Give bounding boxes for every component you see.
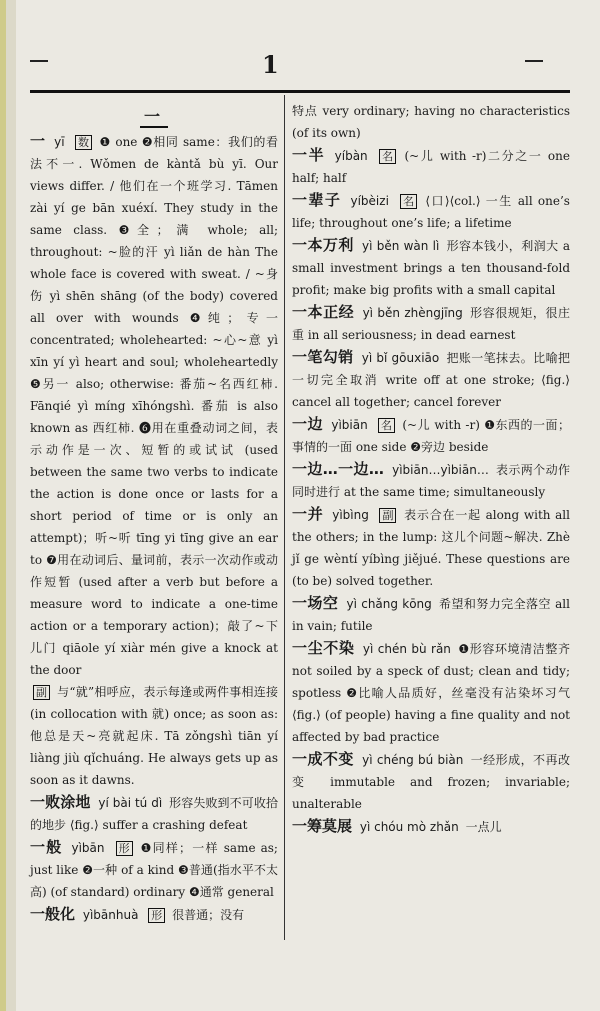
dictionary-entry — [292, 234, 570, 301]
entry-definition: 形容很规矩，很庄重 in all seriousness; in dead earnest — [292, 306, 570, 342]
dictionary-entry — [30, 681, 278, 791]
entry-pos-box: 副 — [33, 685, 50, 700]
entry-definition: 一经形成，不再改变 immutable and frozen; invariable; unalterable — [292, 753, 570, 811]
header-right-dash — [525, 60, 543, 62]
entry-headword: 一本万利 — [292, 236, 354, 254]
right-entry-list — [292, 100, 570, 838]
dictionary-entry — [292, 503, 570, 592]
column-divider — [284, 95, 285, 940]
dictionary-entry — [30, 903, 278, 926]
dictionary-entry — [292, 301, 570, 346]
entry-pinyin: yì bǐ gōuxiāo — [361, 351, 440, 365]
right-column — [292, 100, 570, 838]
entry-headword: 一边 — [292, 415, 324, 433]
entry-pinyin: yíbèizi — [350, 194, 389, 208]
dictionary-entry — [292, 100, 570, 144]
entry-definition: 一点儿 — [465, 820, 502, 834]
entry-headword: 一本正经 — [292, 303, 355, 321]
dictionary-entry — [292, 815, 570, 838]
entry-pos-box: 数 — [75, 135, 92, 150]
dictionary-entry — [292, 189, 570, 234]
page-gutter — [6, 0, 16, 1011]
entry-definition: 表示合在一起 along with all the others; in the lump: 这儿个问题~解决. Zhè jǐ ge wèntí yíbìng jiějué. These questions are (to be) solved together. — [292, 508, 570, 588]
entry-pos-box: 形 — [116, 841, 133, 856]
entry-pinyin: yí bài tú dì — [98, 796, 163, 810]
entry-pinyin: yì chóu mò zhǎn — [359, 820, 459, 834]
dictionary-entry — [30, 836, 278, 903]
entry-pinyin: yìbiān — [331, 418, 368, 432]
entry-pos-box: 名 — [379, 149, 396, 164]
entry-definition: 特点 very ordinary; having no characteristics (of its own) — [292, 104, 570, 140]
entry-pinyin: yìbìng — [332, 508, 369, 522]
entry-headword: 一成不变 — [292, 750, 354, 768]
dictionary-entry — [30, 791, 278, 836]
entry-definition: ❶同样；一样 same as; just like ❷一种 of a kind ❸普通(指水平不太高) (of standard) ordinary ❹通常 general — [30, 841, 278, 899]
left-entry-list — [30, 130, 278, 926]
entry-headword: 一笔勾销 — [292, 348, 354, 366]
entry-definition: (~儿 with -r) ❶东西的一面；事情的一面 one side ❷旁边 beside — [292, 418, 570, 454]
dictionary-entry — [292, 458, 570, 503]
entry-headword: 一般 — [30, 838, 63, 856]
entry-pos-box: 名 — [378, 418, 395, 433]
entry-definition: ❶形容环境清洁整齐 not soiled by a speck of dust; clean and tidy; spotless ❷比喻人品质好，丝毫没有沾染坏习气 ⟨fig.⟩ (of people) having a fine quality and not affected by bad practice — [292, 642, 571, 744]
entry-headword: 一败涂地 — [30, 793, 91, 811]
entry-headword: 一场空 — [292, 594, 339, 612]
entry-pinyin: yì chéng bú biàn — [362, 753, 464, 767]
entry-definition: 与“就”相呼应，表示每逢或两件事相连接 (in collocation with 就) once; as soon as: 他总是天~亮就起床. Tā zǒngshì tiān yí liàng jiù qǐchuáng. He always gets up as soon as it dawns. — [30, 685, 278, 787]
entry-pinyin: yíbàn — [334, 149, 368, 163]
entry-definition: 表示两个动作同时进行 at the same time; simultaneously — [292, 463, 570, 499]
entry-headword: 一半 — [292, 146, 326, 164]
dictionary-entry — [30, 130, 278, 681]
entry-pos-box: 形 — [148, 908, 165, 923]
entry-pos-box: 副 — [379, 508, 396, 523]
entry-headword: 一边…一边… — [292, 460, 384, 478]
page-number: 1 — [262, 50, 279, 79]
section-title-text: 一 — [140, 107, 168, 128]
entry-definition: 形容失败到不可收拾的地步 ⟨fig.⟩ suffer a crashing defeat — [30, 796, 278, 832]
dictionary-entry — [292, 592, 570, 637]
section-title — [30, 106, 278, 128]
entry-pinyin: yì běn zhèngjīng — [362, 306, 463, 320]
entry-headword: 一并 — [292, 505, 324, 523]
entry-definition: ❶ one ❷相同 same：我们的看法不一. Wǒmen de kàntǎ bù yī. Our views differ. / 他们在一个班学习. Tāmen zài yí ge bān xuéxí. They study in the same class. ❸全；满 whole; all; throughout: ~脸的汗 yì liǎn de hàn The whole face is covered with sweat. / ~身伤 yì shēn shāng (of the body) covered all over with wounds ❹纯；专一 concentrated; wholehearted: ~心~意 yì xīn yí yì heart and soul; wholeheartedly ❺另一 also; otherwise: 番茄~名西红柿. Fānqié yì míng xīhóngshì. 番茄 is also known as 西红柿. ❻用在重叠动词之间，表示动作是一次、短暂的或试试 (used between the same two verbs to indicate the action is done once or lasts for a short period of time or is only an attempt)；听~听 tīng yi tīng give an ear to ❼用在动词后、量词前，表示一次动作或动作短暂 (used after a verb but before a measure word to indicate a one-time action or a temporary action)；敲了~下儿门 qiāole yí xiàr mén give a knock at the door — [30, 135, 278, 677]
entry-definition: 希望和努力完全落空 all in vain; futile — [292, 597, 570, 633]
header-left-dash — [30, 60, 48, 62]
entry-pinyin: yì běn wàn lì — [362, 239, 440, 253]
dictionary-entry — [292, 637, 570, 748]
entry-pinyin: yìbān — [71, 841, 105, 855]
dictionary-entry — [292, 413, 570, 458]
entry-headword: 一 — [30, 132, 46, 150]
entry-headword: 一辈子 — [292, 191, 342, 209]
entry-pinyin: yì chǎng kōng — [346, 597, 432, 611]
entry-pinyin: yì chén bù rǎn — [362, 642, 451, 656]
entry-pinyin: yìbānhuà — [82, 908, 139, 922]
entry-definition: (~儿 with -r)二分之一 one half; half — [292, 149, 570, 185]
dictionary-entry — [292, 346, 570, 413]
entry-pinyin: yī — [54, 135, 65, 149]
left-column — [30, 100, 278, 926]
entry-pos-box: 名 — [400, 194, 417, 209]
entry-definition: 把账一笔抹去。比喻把一切完全取消 write off at one stroke; ⟨fig.⟩ cancel all together; cancel forever — [292, 351, 570, 409]
entry-definition: 很普通；没有 — [172, 908, 245, 922]
entry-definition: 形容本钱小，利润大 a small investment brings a ten thousand-fold profit; make big profits with a small capital — [292, 239, 570, 297]
header-rule — [30, 90, 570, 93]
entry-headword: 一筹莫展 — [292, 817, 353, 835]
entry-pinyin: yìbiān…yìbiān… — [392, 463, 489, 477]
entry-headword: 一尘不染 — [292, 639, 355, 657]
entry-headword: 一般化 — [30, 905, 76, 923]
entry-definition: ⟨口⟩⟨col.⟩ 一生 all one’s life; throughout one’s life; a lifetime — [292, 194, 570, 230]
dictionary-entry — [292, 748, 570, 815]
dictionary-entry — [292, 144, 570, 189]
